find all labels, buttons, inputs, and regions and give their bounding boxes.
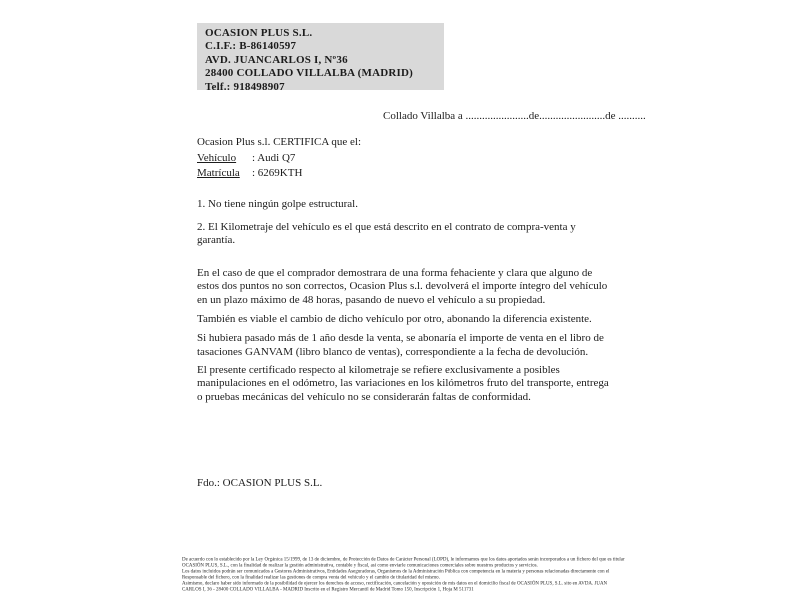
plate-label [197,166,252,181]
legal-footer [182,556,625,592]
clause-2: 2. El Kilometraje del vehículo es el que está descrito en el contrato de compra-venta y garantía. [197,220,576,246]
date-line: Collado Villalba a .......................de........................de .......... [383,110,646,122]
legal-footer-line: Asimismo, declaro haber sido informado de la posibilidad de ejercer los derechos de acceso, rectificación, cancelación y oposición de mis datos en el domicilio fiscal de OCASIÓN PLUS, S.L. sito en AVDA. JUAN [182,580,608,586]
vehicle-label-text: Vehículo [197,152,237,165]
company-city: 28400 COLLADO VILLALBA (MADRID) [205,67,413,80]
paragraph-refund: En el caso de que el comprador demostrara de una forma fehaciente y clara que alguno de estos dos puntos no son correctos, Ocasion Plus s.l. devolverá el importe íntegro del vehículo en un plazo máximo de 48 horas, pasando de nuevo el vehículo a su propiedad. [197,267,608,306]
company-cif: C.I.F.: B-86140597 [205,40,297,53]
vehicle-label [197,151,252,166]
legal-footer-line: De acuerdo con lo establecido por la Ley Orgánica 15/1999, de 13 de diciembre, de Protección de Datos de Carácter Personal (LOPD), le informamos que los datos aportados serán incorporados a un fichero del que es titular [182,556,625,562]
company-phone: Telf.: 918498907 [205,80,285,93]
legal-footer-line: Responsable del fichero, con la finalidad realizar las gestiones de compra venta del vehículo y el cambio de titularidad del mismo. [182,574,440,580]
vehicle-value: : Audi Q7 [252,152,296,165]
company-address: AVD. JUANCARLOS I, Nº36 [205,53,348,66]
plate-row [197,166,613,181]
legal-footer-line: CARLOS I, 36 - 28400 COLLADO VILLALBA - MADRID Inscrito en el Registro Mercantil de Madrid Tomo 150, Inscripción 1, Hoja M 511731 [182,586,474,592]
company-header-block [197,23,444,93]
plate-value: : 6269KTH [252,167,303,180]
paragraph-odometer: El presente certificado respecto al kilometraje se refiere exclusivamente a posibles manipulaciones en el odómetro, las variaciones en los kilómetros fruto del transporte, entrega o pruebas mecánicas del vehículo no se considerarán faltas de conformidad. [197,363,609,403]
vehicle-row [197,151,613,166]
paragraph-ganvam: Si hubiera pasado más de 1 año desde la venta, se abonaría el importe de venta en el libro de tasaciones GANVAM (libro blanco de ventas), correspondiente a la fecha de devolución. [197,332,604,358]
signature-line: Fdo.: OCASION PLUS S.L. [197,477,323,489]
legal-footer-line: Los datos incluidos podrán ser comunicados a Gestores Administrativos, Entidades Aseguradoras, Organismos de la Administración Pública con competencia en la materia y personas relacionadas directamente con el [182,568,610,574]
plate-label-text: Matrícula [197,167,240,180]
legal-footer-line: OCASIÓN PLUS, S.L., con la finalidad de realizar la gestión administrativa, contable y fiscal, así como enviarle comunicaciones comerciales sobre nuestros productos y servicios. [182,562,538,568]
certificate-body [197,136,613,404]
company-name: OCASION PLUS S.L. [205,27,313,39]
certify-line: Ocasion Plus s.l. CERTIFICA que el: [197,136,362,148]
paragraph-exchange: También es viable el cambio de dicho vehículo por otro, abonando la diferencia existente. [197,313,592,326]
clause-1: 1. No tiene ningún golpe estructural. [197,198,358,211]
